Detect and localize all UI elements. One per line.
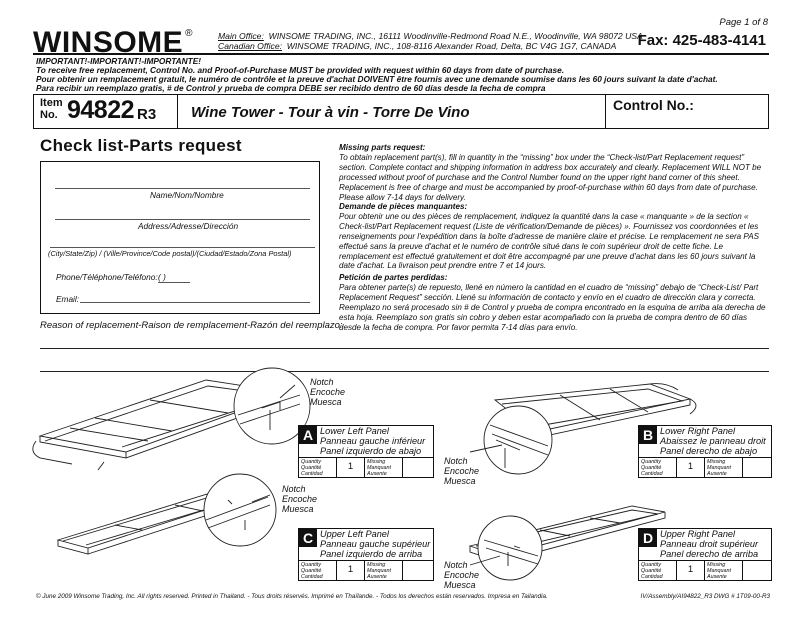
notch-en-b: Notch xyxy=(444,456,468,466)
quantity-en: Quantity xyxy=(301,459,322,465)
panel-a-names xyxy=(320,426,425,456)
missing-fr: Manquant xyxy=(367,465,391,471)
notch-fr-a: Encoche xyxy=(310,387,346,397)
footer-drawing-number: IV/Assembly/AI94822_R3 DWG # 1T09-00-R3 xyxy=(640,593,770,600)
instructions-fr-body: Pour obtenir une ou des pièces de remplacement, indiquez la quantité dans la case « manquante » de la section « Check-list/Part Replacement request (Liste de vérification/Demande de pièces) ». Fournissez vos coordonnées et les renseignements pour l'expédition dans la boîte d'adresse de manière claire et précise. Le remplacement ne sera PAS effectué sans la preuve d'achat et le numéro de contrôle situé dans le coin supérieur droit de cette fiche. Le remplacement est effectué gratuitement et doit être accompagné par une preuve d'achat dans les 60 jours suivant la date d'achat. La livraison peut prendre entre 7 et 14 jours. xyxy=(339,211,760,271)
main-office-label: Main Office: xyxy=(218,31,264,41)
phone-label: Phone/Téléphone/Teléfono: xyxy=(56,272,158,282)
quantity-en: Quantity xyxy=(641,562,662,568)
missing-label xyxy=(365,458,403,478)
panel-d-box xyxy=(638,528,772,581)
item-revision: R3 xyxy=(137,106,157,123)
panel-a-quantity: 1 xyxy=(337,458,365,478)
notch-label-d xyxy=(444,560,479,590)
panel-c-quantity: 1 xyxy=(337,561,365,581)
panel-b-es: Panel derecho de abajo xyxy=(660,446,758,456)
registered-mark: ® xyxy=(185,28,194,39)
panel-d-missing-input[interactable] xyxy=(743,561,771,581)
notch-es-b: Muesca xyxy=(444,476,476,486)
missing-label xyxy=(705,458,743,478)
panel-c-quantity-table xyxy=(299,560,433,581)
panel-a-fr: Panneau gauche inférieur xyxy=(320,436,426,446)
main-office-address: WINSOME TRADING, INC., 16111 Woodinville-Redmond Road N.E., Woodinville, WA 98072 USA xyxy=(268,31,643,41)
canadian-office-label: Canadian Office: xyxy=(218,41,283,51)
panel-c-box xyxy=(298,528,434,581)
quantity-es: Cantidad xyxy=(301,574,323,580)
notch-en-d: Notch xyxy=(444,560,468,570)
product-name: Wine Tower - Tour à vin - Torre De Vino xyxy=(191,104,470,121)
panel-a-quantity-table xyxy=(299,457,433,478)
panel-c-es: Panel izquierdo de arriba xyxy=(320,549,423,559)
panel-b-en: Lower Right Panel xyxy=(660,426,736,436)
missing-label xyxy=(705,561,743,581)
quantity-label xyxy=(299,561,337,581)
control-number-label: Control No.: xyxy=(613,97,694,113)
quantity-es: Cantidad xyxy=(641,574,663,580)
name-label: Name/Nom/Nombre xyxy=(150,190,224,200)
quantity-en: Quantity xyxy=(301,562,322,568)
panel-d-quantity: 1 xyxy=(677,561,705,581)
quantity-label xyxy=(639,458,677,478)
important-en: To receive free replacement, Control No. and Proof-of-Purchase MUST be provided with request within 60 days from date of purchase. xyxy=(36,65,565,75)
instructions-es-title: Petición de partes perdidas: xyxy=(339,273,448,282)
missing-label xyxy=(365,561,403,581)
panel-c-missing-input[interactable] xyxy=(403,561,433,581)
notch-en-c: Notch xyxy=(282,484,306,494)
quantity-fr: Quantité xyxy=(641,568,662,574)
canadian-office-address: WINSOME TRADING, INC., 108-8116 Alexander Road, Delta, BC V4G 1G7, CANADA xyxy=(286,41,617,51)
quantity-label xyxy=(639,561,677,581)
notch-fr-c: Encoche xyxy=(282,494,318,504)
email-label: Email: xyxy=(56,294,80,304)
panel-d-es: Panel derecho de arriba xyxy=(660,549,759,559)
panel-d-en: Upper Right Panel xyxy=(660,529,736,539)
panel-a-en: Lower Left Panel xyxy=(320,426,389,436)
address-label: Address/Adresse/Dirección xyxy=(138,221,239,231)
panel-b-missing-input[interactable] xyxy=(743,458,771,478)
panel-a-drawing xyxy=(33,368,310,470)
instructions-es-body: Para obtener parte(s) de repuesto, llené en número la cantidad en el cuadro de “missing” debajo de “Check-List/ Part Replacement Request” sección. Llené su información de contacto y envío en el cuadro de dirección clara y correcta. Reemplazo no será procesado sin # de Control y prueba de compra encontrado en la esquina de arriba ala derecha de esta hoja. Reemplazo son gratis sin cobro y deben estar acompañado con la prueba de compra dentro de 60 días desde la fecha de compra. Por favor permita 7-14 días para envío. xyxy=(339,282,766,332)
panel-c-en: Upper Left Panel xyxy=(320,529,389,539)
notch-label-a xyxy=(310,377,345,407)
fax-number: Fax: 425-483-4141 xyxy=(637,32,766,49)
item-label-line2: No. xyxy=(40,109,58,121)
instructions-fr-title: Demande de pièces manquantes: xyxy=(339,202,468,211)
quantity-es: Cantidad xyxy=(301,471,323,477)
reason-label: Reason of replacement-Raison de remplacement-Razón del reemplazo: xyxy=(40,320,343,331)
important-es: Para recibir un reemplazo gratis, # de Control y prueba de compra DEBE ser recibido dentro de 60 días desde la fecha de compra xyxy=(36,83,546,93)
instructions-en-title: Missing parts request: xyxy=(339,143,426,152)
missing-fr: Manquant xyxy=(707,465,731,471)
notch-es-a: Muesca xyxy=(310,397,342,407)
panel-d-quantity-table xyxy=(639,560,771,581)
quantity-fr: Quantité xyxy=(301,568,322,574)
panel-a-letter: A xyxy=(299,426,317,444)
page-number: Page 1 of 8 xyxy=(719,17,768,28)
missing-en: Missing xyxy=(707,459,726,465)
missing-en: Missing xyxy=(707,562,726,568)
missing-es: Ausente xyxy=(367,471,387,477)
important-heading: IMPORTANT!-IMPORTANT!-IMPORTANTE! xyxy=(36,56,201,66)
panel-c-letter: C xyxy=(299,529,317,547)
phone-parens: ( ) xyxy=(158,272,166,282)
item-number: 94822 xyxy=(67,96,135,124)
notch-es-c: Muesca xyxy=(282,504,314,514)
quantity-label xyxy=(299,458,337,478)
missing-es: Ausente xyxy=(707,471,727,477)
checklist-title: Check list-Parts request xyxy=(40,136,242,155)
important-fr: Pour obtenir un remplacement gratuit, le numéro de contrôle et la preuve d'achat DOIVENT être fournis avec une demande soumise dans les 60 jours suivant la date d'achat. xyxy=(36,74,718,84)
missing-es: Ausente xyxy=(367,574,387,580)
panel-b-quantity: 1 xyxy=(677,458,705,478)
panel-c-fr: Panneau gauche supérieur xyxy=(320,539,431,549)
quantity-fr: Quantité xyxy=(301,465,322,471)
missing-fr: Manquant xyxy=(367,568,391,574)
panel-c-drawing xyxy=(58,474,276,554)
panel-a-missing-input[interactable] xyxy=(403,458,433,478)
quantity-en: Quantity xyxy=(641,459,662,465)
missing-en: Missing xyxy=(367,459,386,465)
panel-c-names xyxy=(320,529,430,559)
quantity-fr: Quantité xyxy=(641,465,662,471)
notch-label-b xyxy=(444,456,479,486)
panel-d-letter: D xyxy=(639,529,657,547)
panel-a-box xyxy=(298,425,434,478)
panel-b-quantity-table xyxy=(639,457,771,478)
panel-b-box xyxy=(638,425,772,478)
panel-b-fr: Abaissez le panneau droit xyxy=(660,436,766,446)
quantity-es: Cantidad xyxy=(641,471,663,477)
panel-d-drawing xyxy=(470,506,665,580)
instructions-en-body: To obtain replacement part(s), fill in quantity in the “missing” box under the “Check-list/Part Replacement request” section. Complete contact and shipping information in address box accurately and clearly. Replacement WILL NOT be processed without proof of purchase and the Control Number found on the upper right hand corner of this sheet. Replacement is free of charge and must be accompanied by proof-of-purchase within 60 days from date of purchase. Please allow 7-14 days for delivery. xyxy=(339,152,762,202)
item-label-line1: Item xyxy=(40,97,63,109)
panel-d-fr: Panneau droit supérieur xyxy=(660,539,759,549)
panel-d-names xyxy=(660,529,758,559)
notch-es-d: Muesca xyxy=(444,580,476,590)
notch-en-a: Notch xyxy=(310,377,334,387)
notch-label-c xyxy=(282,484,317,514)
city-label: (City/State/Zip) / (Ville/Province/Code postal)/(Ciudad/Estado/Zona Postal) xyxy=(48,249,292,258)
missing-fr: Manquant xyxy=(707,568,731,574)
notch-fr-b: Encoche xyxy=(444,466,480,476)
panel-b-letter: B xyxy=(639,426,657,444)
panel-a-es: Panel izquierdo de abajo xyxy=(320,446,422,456)
missing-es: Ausente xyxy=(707,574,727,580)
missing-en: Missing xyxy=(367,562,386,568)
notch-fr-d: Encoche xyxy=(444,570,480,580)
footer-copyright: © June 2009 Winsome Trading, Inc. All rights reserved. Printed in Thailand. - Tous droits réservés. Imprimé en Thaïlande. - Todos los derechos están reservados. Impresa en Tailandia. xyxy=(36,593,548,600)
panel-b-names xyxy=(660,426,766,456)
brand-name: WINSOME xyxy=(33,26,184,59)
